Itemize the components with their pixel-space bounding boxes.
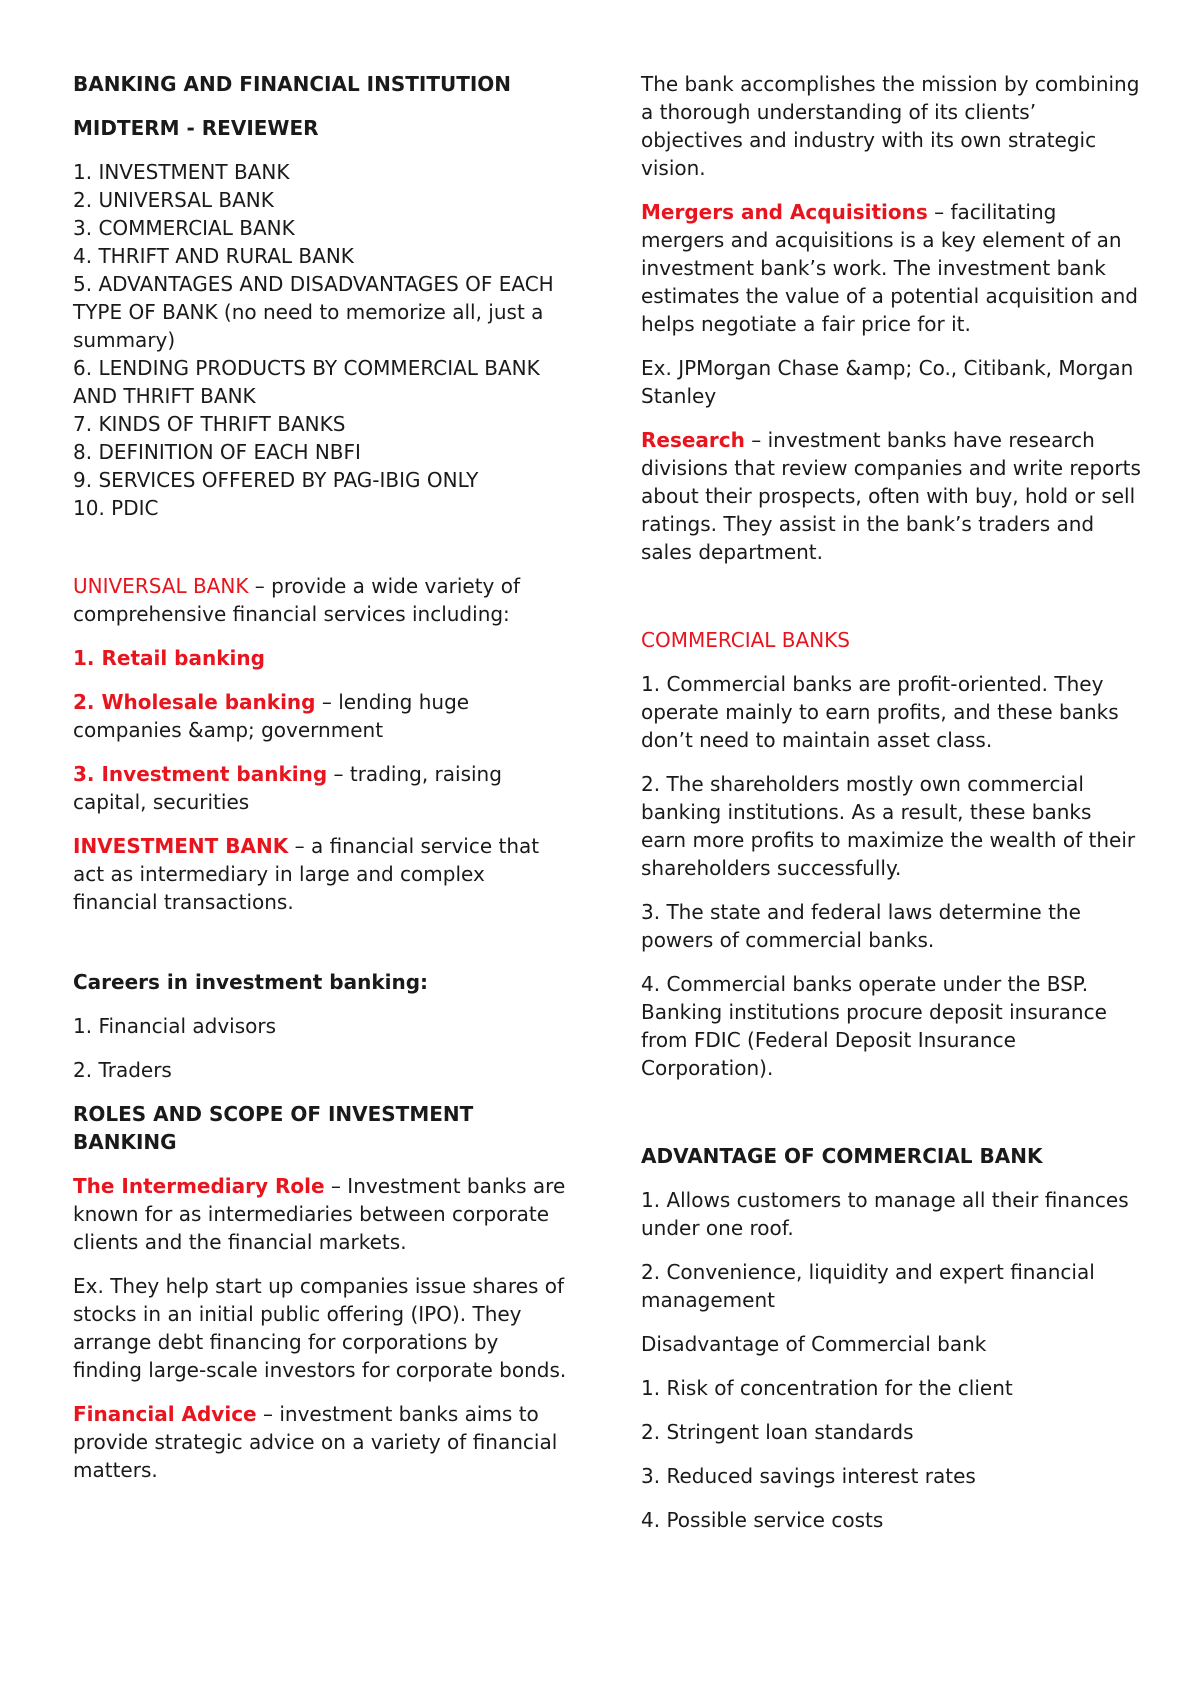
universal-item: 1. Retail banking: [73, 646, 265, 670]
left-column: [73, 70, 573, 1500]
topic-item: 4. THRIFT AND RURAL BANK: [73, 244, 354, 268]
topic-item: 5. ADVANTAGES AND DISADVANTAGES OF EACH TYPE OF BANK (no need to memorize all, just a summary): [73, 272, 554, 352]
career-item: 1. Financial advisors: [73, 1014, 277, 1038]
topic-item: 1. INVESTMENT BANK: [73, 160, 290, 184]
commercial-item: 3. The state and federal laws determine the powers of commercial banks.: [641, 900, 1081, 952]
mission-paragraph: The bank accomplishes the mission by combining a thorough understanding of its clients’ objectives and industry with its own strategic vision.: [641, 72, 1140, 180]
universal-item: 3. Investment banking – trading, raising capital, securities: [73, 762, 502, 814]
topic-item: 6. LENDING PRODUCTS BY COMMERCIAL BANK AND THRIFT BANK: [73, 356, 540, 408]
commercial-item: 4. Commercial banks operate under the BSP. Banking institutions procure deposit insurance from FDIC (Federal Deposit Insurance Corporation).: [641, 972, 1107, 1080]
disadvantage-item: 1. Risk of concentration for the client: [641, 1376, 1013, 1400]
mergers-acquisitions: Mergers and Acquisitions – facilitating mergers and acquisitions is a key element of an investment bank’s work. The investment bank estimates the value of a potential acquisition and helps negotiate a fair price for it.: [641, 200, 1138, 336]
investment-bank-definition: INVESTMENT BANK – a financial service that act as intermediary in large and complex financial transactions.: [73, 834, 540, 914]
advantage-item: 1. Allows customers to manage all their finances under one roof.: [641, 1188, 1129, 1240]
commercial-item: 1. Commercial banks are profit-oriented. They operate mainly to earn profits, and these banks don’t need to maintain asset class.: [641, 672, 1119, 752]
universal-bank-term: UNIVERSAL BANK: [73, 574, 249, 598]
commercial-item: 2. The shareholders mostly own commercial banking institutions. As a result, these banks earn more profits to maximize the wealth of their shareholders successfully.: [641, 772, 1136, 880]
universal-bank-definition: UNIVERSAL BANK – provide a wide variety of comprehensive financial services including:: [73, 574, 521, 626]
mergers-example: Ex. JPMorgan Chase &amp; Co., Citibank, Morgan Stanley: [641, 356, 1134, 408]
investment-bank-term: INVESTMENT BANK: [73, 834, 289, 858]
intermediary-role: The Intermediary Role – Investment banks are known for as intermediaries between corporate clients and the financial markets.: [73, 1174, 566, 1254]
research-paragraph: Research – investment banks have research divisions that review companies and write reports about their prospects, often with buy, hold or sell ratings. They assist in the bank’s traders and sales department.: [641, 428, 1141, 564]
document-title: BANKING AND FINANCIAL INSTITUTION: [73, 72, 512, 96]
careers-heading: Careers in investment banking:: [73, 970, 429, 994]
intermediary-example: Ex. They help start up companies issue shares of stocks in an initial public offering (IPO). They arrange debt financing for corporations by finding large-scale investors for corporate bonds.: [73, 1274, 567, 1382]
roles-heading: ROLES AND SCOPE OF INVESTMENT BANKING: [73, 1102, 474, 1154]
advantage-item: 2. Convenience, liquidity and expert financial management: [641, 1260, 1095, 1312]
topic-item: 3. COMMERCIAL BANK: [73, 216, 295, 240]
topic-list: [73, 158, 573, 522]
topic-item: 8. DEFINITION OF EACH NBFI: [73, 440, 361, 464]
topic-item: 2. UNIVERSAL BANK: [73, 188, 274, 212]
disadvantage-item: 2. Stringent loan standards: [641, 1420, 914, 1444]
topic-item: 9. SERVICES OFFERED BY PAG-IBIG ONLY: [73, 468, 479, 492]
topic-item: 10. PDIC: [73, 496, 159, 520]
disadvantage-item: 4. Possible service costs: [641, 1508, 884, 1532]
advantage-heading: ADVANTAGE OF COMMERCIAL BANK: [641, 1144, 1043, 1168]
topic-item: 7. KINDS OF THRIFT BANKS: [73, 412, 346, 436]
universal-item: 2. Wholesale banking – lending huge companies &amp; government: [73, 690, 470, 742]
right-column: [641, 70, 1141, 1550]
disadvantage-heading: Disadvantage of Commercial bank: [641, 1332, 987, 1356]
financial-advice: Financial Advice – investment banks aims to provide strategic advice on a variety of financial matters.: [73, 1402, 558, 1482]
disadvantage-item: 3. Reduced savings interest rates: [641, 1464, 976, 1488]
document-subtitle: MIDTERM - REVIEWER: [73, 116, 319, 140]
commercial-heading: COMMERCIAL BANKS: [641, 628, 850, 652]
career-item: 2. Traders: [73, 1058, 172, 1082]
